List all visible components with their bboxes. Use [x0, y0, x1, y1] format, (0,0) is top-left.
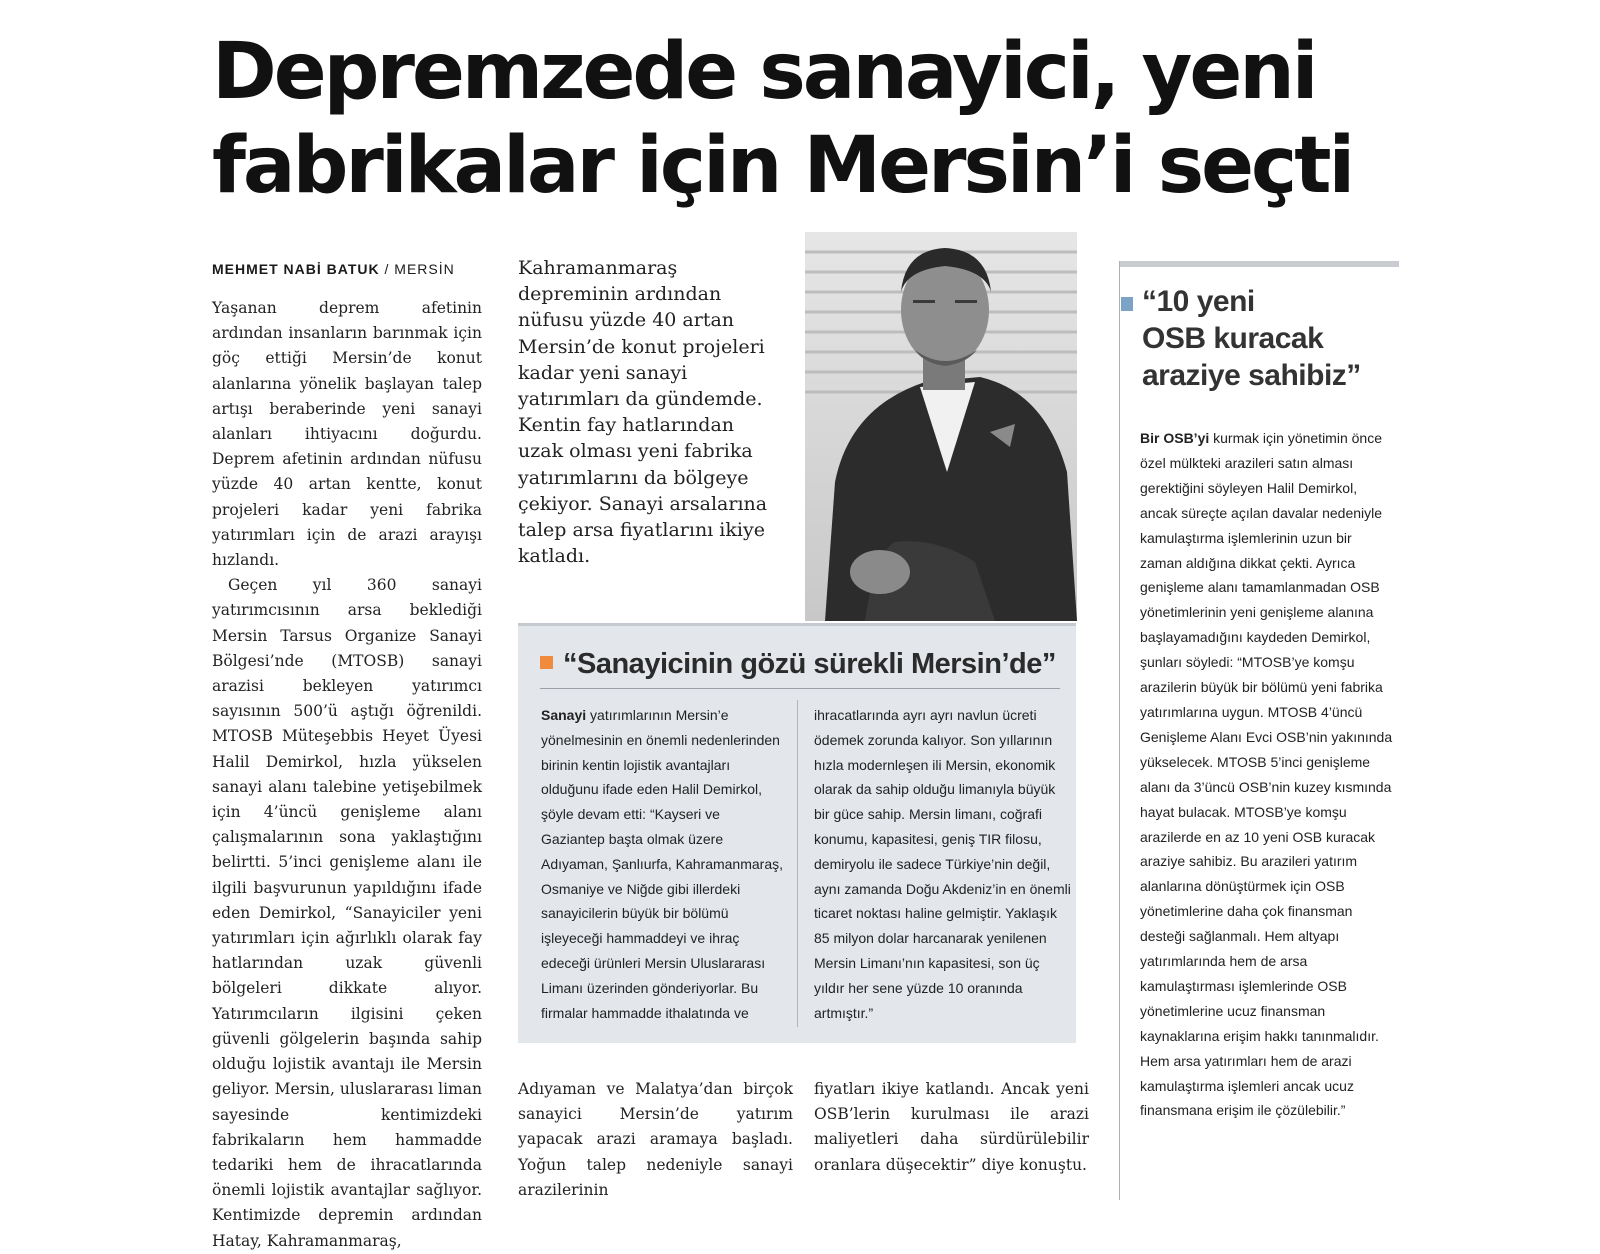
sidebar-text: kurmak için yönetimin önce özel mülkteki arazileri satın alması gerektiğini söyleyen Halil Demirkol, ancak süreçte açılan davalar nedeniyle kamulaştırma işlemlerinin uzun bir zaman aldığına dikkat çekti. Ayrıca genişleme alanı tamamlanmadan OSB yönetimlerinin yeni genişleme alanına başlayamadığını kaydeden Demirkol, şunları söyledi: “MTOSB’ye komşu arazilerin büyük bir bölümü yeni fabrika yatırımlarına uygun. MTOSB 4’üncü Genişleme Alanı Evci OSB’nin yakınında yükselecek. MTOSB 5’inci genişleme alanı da 3’üncü OSB’nin kuzey kısmında hayat bulacak. MTOSB’ye komşu arazilerde en az 10 yeni OSB kuracak araziye sahibiz. Bu arazileri yatırım alanlarına dönüştürmek için OSB yönetimlerine daha çok finansman desteği sağlanmalı. Hem altyapı yatırımlarında hem de arsa kamulaştırması işlemlerinde OSB yönetimlerine ucuz finansman kaynaklarına erişim hakkı tanınmalıdır. Hem arsa yatırımları hem de arazi kamulaştırma işlemleri ancak ucuz finansmana erişim ile çözülebilir.”: [1140, 430, 1393, 1119]
body-column-1: [212, 296, 482, 1254]
quote-box-text-1: yatırımlarının Mersin’e yönelmesinin en önemli nedenlerinden birinin kentin lojistik avantajları olduğunu ifade eden Halil Demirkol, şöyle devam etti: “Kayseri ve Gaziantep başta olmak üzere Adıyaman, Şanlıurfa, Kahramanmaraş, Osmaniye ve Niğde gibi illerdeki sanayicilerin büyük bir bölümü işleyeceği hammaddeyi ve ihraç edeceği ürünleri Mersin Uluslararası Limanı üzerinden gönderiyorlar. Bu firmalar hammadde ithalatında ve: [541, 707, 784, 1021]
body-continued-column-2: [814, 1077, 1089, 1178]
portrait-image: [805, 232, 1077, 621]
sidebar-title-line-2: OSB kuracak: [1142, 322, 1324, 355]
body-continued-text-1: Adıyaman ve Malatya’dan birçok sanayici Mersin’de yatırım yapacak arazi aramaya başladı. Yoğun talep nedeniyle sanayi arazilerinin: [518, 1080, 793, 1199]
sidebar-title-line-1: “10 yeni: [1142, 285, 1255, 318]
sidebar-title: [1128, 283, 1388, 394]
title-marker-square: [540, 656, 553, 669]
article-headline: [212, 25, 1392, 213]
byline-location: MERSİN: [394, 261, 455, 277]
headline-line-1: Depremzede sanayici, yeni: [212, 27, 1316, 117]
sidebar-lead-word: Bir OSB’yi: [1140, 430, 1210, 446]
quote-box-title: [540, 648, 1080, 681]
article-lead: Kahramanmaraş depreminin ardından nüfusu yüzde 40 artan Mersin’de konut projeleri kadar yeni sanayi yatırımları da gündemde. Kentin fay hatlarından uzak olması yeni fabrika yatırımlarını da bölgeye çekiyor. Sanayi arsalarına talep arsa fiyatlarını ikiye katladı.: [518, 257, 768, 568]
quote-box-column-1: [541, 703, 786, 1025]
quote-box-paragraph-1: [541, 703, 786, 1025]
body-continued-column-1: [518, 1077, 793, 1203]
sidebar-top-bar: [1119, 261, 1399, 267]
portrait-photo: [805, 232, 1077, 621]
body-continued-text-2: fiyatları ikiye katlandı. Ancak yeni OSB’lerin kurulması ile arazi maliyetleri daha sürdürülebilir oranlara düşecektir” diye konuştu.: [814, 1080, 1089, 1174]
headline-line-2: fabrikalar için Mersin’i seçti: [212, 121, 1353, 211]
quote-box-lead-word: Sanayi: [541, 707, 587, 723]
byline-separator: /: [379, 261, 395, 277]
quote-box-column-divider: [797, 700, 798, 1027]
quote-box-title-text: “Sanayicinin gözü sürekli Mersin’de”: [563, 648, 1056, 680]
byline: [212, 261, 455, 277]
sidebar-rule: [1119, 261, 1120, 1200]
quote-box-rule: [540, 688, 1060, 689]
quote-box-text-2: ihracatlarında ayrı ayrı navlun ücreti ödemek zorunda kalıyor. Son yıllarının hızla modernleşen ili Mersin, ekonomik olarak da sahip olduğu limanıyla büyük bir güce sahip. Mersin limanı, coğrafi konumu, kapasitesi, geniş TIR filosu, demiryolu ile sadece Türkiye’nin değil, aynı zamanda Doğu Akdeniz’in en önemli ticaret noktası haline gelmiştir. Yaklaşık 85 milyon dolar harcanarak yenilenen Mersin Limanı’nın kapasitesi, son üç yıldır her sene yüzde 10 oranında artmıştır.”: [814, 707, 1071, 1021]
body-paragraph-1: Yaşanan deprem afetinin ardından insanların barınmak için göç ettiği Mersin’de konut alanlarına yönelik başlayan talep artışı beraberinde yeni sanayi alanları ihtiyacını doğurdu. Deprem afetinin ardından nüfusu yüzde 40 artan kentte, konut projeleri kadar yeni fabrika yatırımları için de arazi arayışı hızlandı.: [212, 299, 482, 570]
sidebar-paragraph: [1140, 426, 1395, 1123]
sidebar-body: [1140, 426, 1395, 1123]
author-name: MEHMET NABİ BATUK: [212, 261, 380, 277]
sidebar-title-line-3: araziye sahibiz”: [1142, 359, 1361, 392]
quote-box-column-2: [814, 703, 1072, 1025]
body-paragraph-2: Geçen yıl 360 sanayi yatırımcısının arsa beklediği Mersin Tarsus Organize Sanayi Bölgesi’nde (MTOSB) sanayi arazisi bekleyen yatırımcı sayısının 500’ü aştığı öğrenildi. MTOSB Müteşebbis Heyet Üyesi Halil Demirkol, hızla yükselen sanayi alanı talebine yetişebilmek için 4’üncü genişleme alanı çalışmalarının sona yaklaştığını belirtti. 5’inci genişleme alanı ile ilgili başvurunun yapıldığını ifade eden Demirkol, “Sanayiciler yeni yatırımları için ağırlıklı olarak fay hatlarından uzak güvenli bölgeleri dikkate alıyor. Yatırımcıların ilgisini çeken güvenli gölgelerin başında sahip olduğu lojistik avantajı ile Mersin geliyor. Mersin, uluslararası liman sayesinde kentimizdeki fabrikaların hem hammadde tedariki hem de ihracatlarında önemli lojistik avantajlar sağlıyor. Kentimizde depremin ardından Hatay, Kahramanmaraş,: [212, 576, 482, 1250]
